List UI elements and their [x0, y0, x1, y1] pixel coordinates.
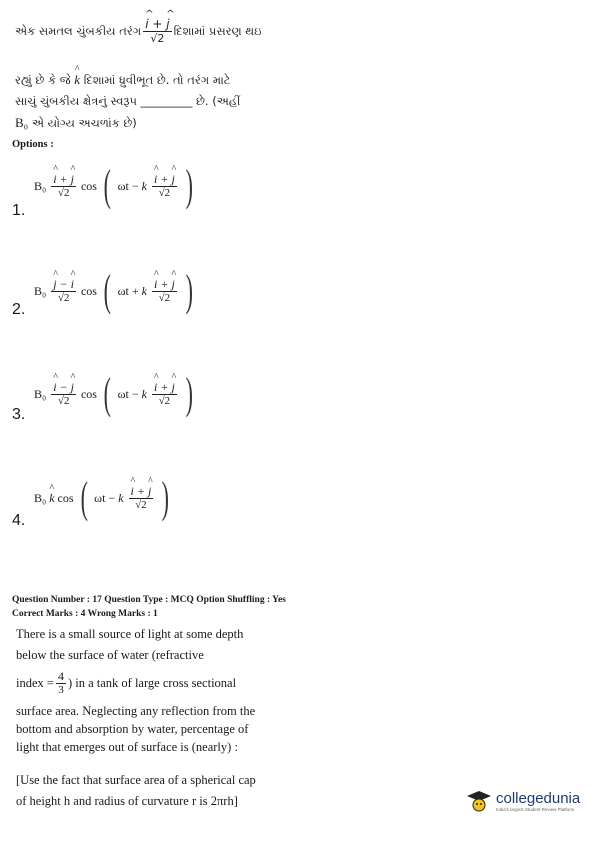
question-stem-line-3: સાચું ચુંબકીય ક્ષેત્રનું સ્વરૂપ _________ છે. (અહીં — [15, 94, 241, 108]
option-4-equation: B₀ ^ k cos ( ωt − k ^ $\frac{i + \^{} j}{√2}$ ) — [34, 476, 173, 520]
stem-text-1: એક સમતલ ચુંબકીય તરંગ — [15, 23, 142, 38]
graduate-icon — [466, 788, 492, 814]
question-text-p2: surface area. Neglecting any reflection from the bottom and absorption by water, percentage of light that emerges out of surface is (nearly) : — [16, 704, 256, 754]
question-stem-line-4: B₀ એ યોગ્ય અચળાંક છે) — [15, 115, 137, 130]
direction-fraction: ^ $\frac{i + \^{} j}{√2}$ — [143, 18, 171, 44]
option-3-equation: B₀ ^ $\frac{i - \^{} j}{√2}$ cos ( ωt − k ^ $\frac{i + \^{} j}{√2}$ ) — [34, 372, 196, 416]
logo-tagline: India's largest Student Review Platform — [496, 807, 575, 812]
question-meta-line-2: Correct Marks : 4 Wrong Marks : 1 — [12, 609, 158, 619]
option-3[interactable] — [12, 368, 312, 428]
option-2-equation: B₀ ^ $\frac{j - \^{} i}{√2}$ cos ( ωt + k ^ $\frac{i + \^{} j}{√2}$ ) — [34, 269, 196, 313]
option-1-equation: B₀ ^ $\frac{i + \^{} j}{√2}$ cos ( ωt − k ^ $\frac{i + \^{} j}{√2}$ ) — [34, 164, 196, 208]
k-hat: ^ k — [74, 72, 80, 88]
option-2-number: 2. — [12, 301, 26, 318]
question-text-p1: There is a small source of light at some depth below the surface of water (refractive — [16, 627, 244, 662]
option-3-number: 3. — [12, 406, 26, 423]
option-4-number: 4. — [12, 512, 26, 529]
option-1-number: 1. — [12, 202, 26, 219]
question-meta-line-1: Question Number : 17 Question Type : MCQ Option Shuffling : Yes — [12, 595, 286, 605]
stem-text-1b: દિશામાં પ્રસરણ થઇ — [173, 23, 262, 38]
logo-name: collegedunia — [496, 790, 581, 807]
option-2[interactable] — [12, 265, 312, 325]
option-1[interactable] — [12, 158, 312, 224]
option-4[interactable] — [12, 472, 312, 534]
question-text-p3: [Use the fact that surface area of a spherical cap of height h and radius of curvature r is 2πrh] — [16, 773, 256, 808]
question-stem-line-1 — [15, 18, 262, 44]
question-text-index-line: index = $\frac{4}{3}$ ) in a tank of large cross sectional — [16, 669, 237, 696]
collegedunia-logo — [466, 788, 580, 814]
options-label: Options : — [12, 139, 54, 150]
question-stem-line-2: રહ્યું છે કે જે ^ k દિશામાં ધ્રુવીભૂત છે. તો તરંગ માટે — [15, 72, 230, 88]
